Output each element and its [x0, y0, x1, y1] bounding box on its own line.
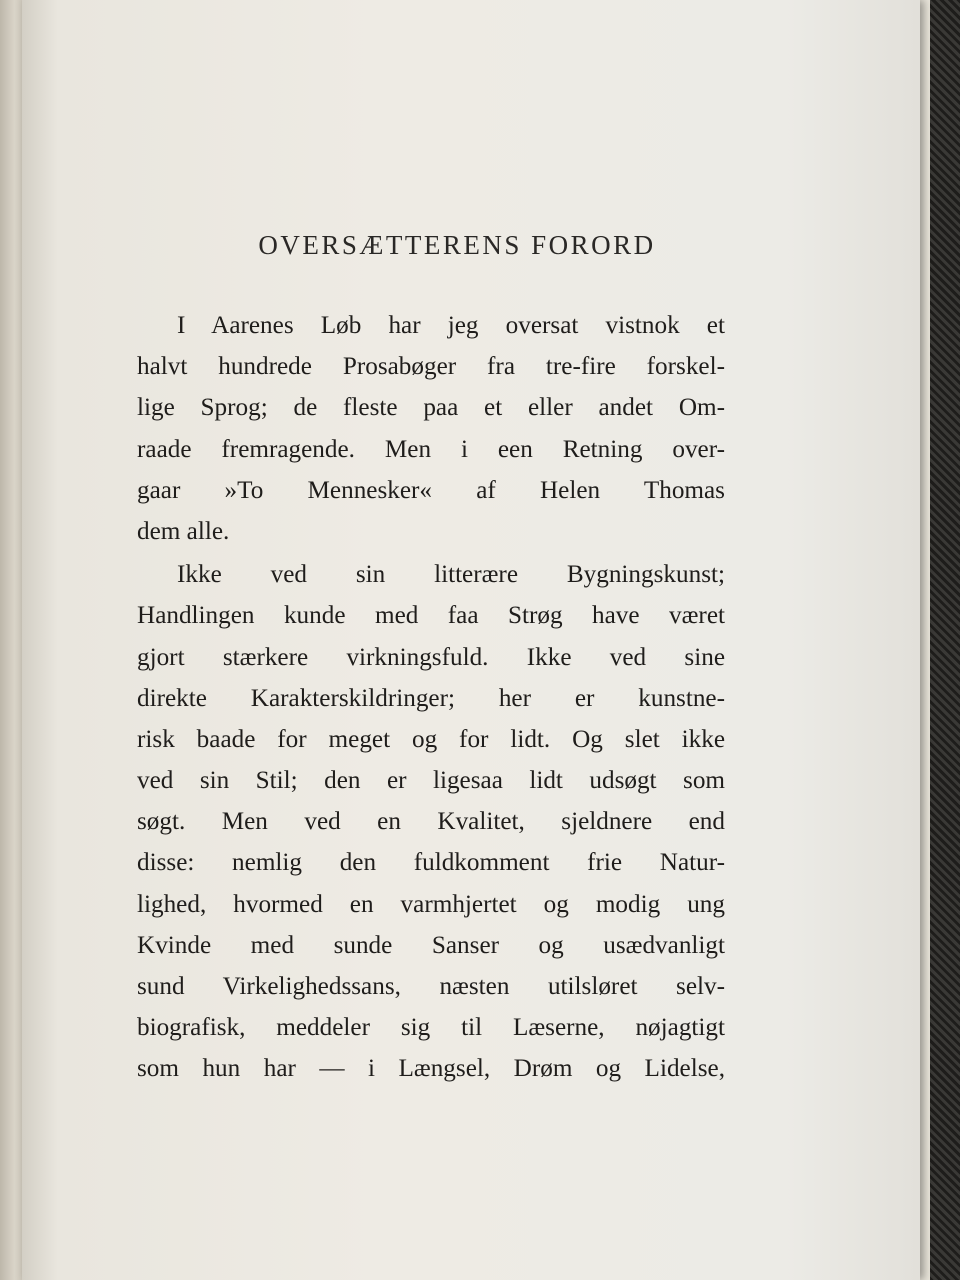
text-line: Ikke ved sin litterære Bygningskunst; — [177, 561, 725, 589]
text-line: lige Sprog; de fleste paa et eller andet Om- — [137, 394, 725, 422]
text-line: lighed, hvormed en varmhjertet og modig ung — [137, 890, 725, 918]
paragraph-2 — [137, 554, 725, 1089]
text-line: direkte Karakterskildringer; her er kunstne- — [137, 684, 725, 712]
text-line: halvt hundrede Prosabøger fra tre-fire forskel- — [137, 353, 725, 381]
text-line: dem alle. — [137, 517, 230, 545]
paragraph-1 — [137, 305, 725, 552]
text-line: risk baade for meget og for lidt. Og slet ikke — [137, 725, 725, 753]
text-line: Kvinde med sunde Sanser og usædvanligt — [137, 931, 725, 959]
text-line: gjort stærkere virkningsfuld. Ikke ved sine — [137, 643, 725, 671]
page-title: OVERSÆTTERENS FORORD — [258, 230, 656, 260]
text-line: I Aarenes Løb har jeg oversat vistnok et — [177, 312, 725, 339]
text-line: biografisk, meddeler sig til Læserne, nøjagtigt — [137, 1014, 725, 1042]
text-line: ved sin Stil; den er ligesaa lidt udsøgt som — [137, 767, 725, 795]
text-line: Handlingen kunde med faa Strøg have været — [137, 602, 725, 630]
body-text — [137, 305, 725, 1090]
text-line: raade fremragende. Men i een Retning over- — [137, 435, 725, 463]
text-line: gaar »To Mennesker« af Helen Thomas — [137, 476, 725, 504]
text-line: sund Virkelighedssans, næsten utilsløret selv- — [137, 973, 725, 1000]
text-line: søgt. Men ved en Kvalitet, sjeldnere end — [137, 808, 725, 836]
text-line: som hun har — i Længsel, Drøm og Lidelse, — [137, 1055, 725, 1083]
text-line: disse: nemlig den fuldkomment frie Natur- — [137, 849, 725, 877]
book-page — [22, 0, 920, 1280]
